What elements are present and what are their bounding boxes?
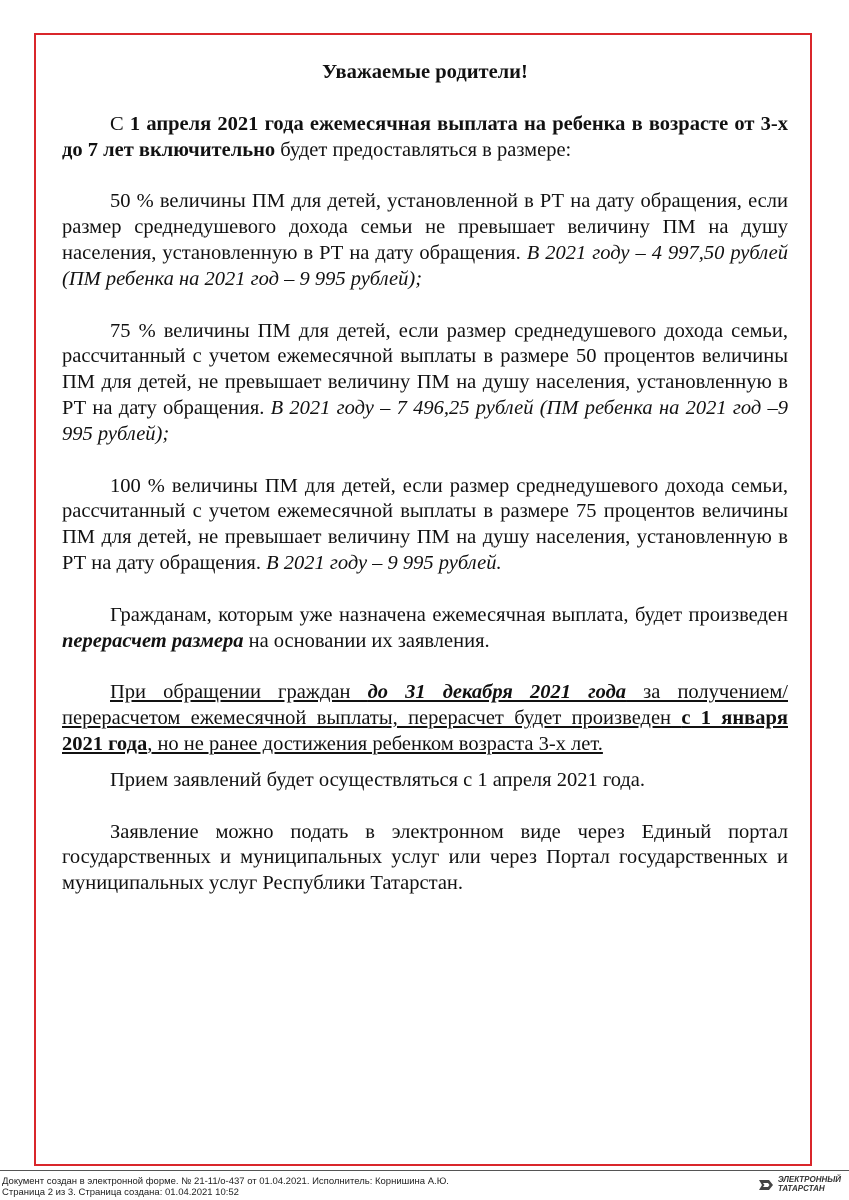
intro-bold-text: 1 апреля 2021 года ежемесячная выплата на ребенка в возрасте от 3-х до 7 лет включительно (62, 112, 788, 161)
paragraph-intro (62, 112, 788, 164)
letter-body (62, 60, 788, 923)
deadline-bold-italic: до 31 декабря 2021 года (367, 681, 627, 704)
intro-text-a: С (110, 112, 130, 135)
deadline-text-c: за получением/перерасчетом ежемесячной выплаты, перерасчет будет произведен (62, 681, 788, 730)
paragraph-deadline (62, 680, 788, 757)
footer-line-2: Страница 2 из 3. Страница создана: 01.04.2021 10:52 (2, 1187, 239, 1198)
p100-text: 100 % величины ПМ для детей, если размер среднедушевого дохода семьи, рассчитанный с учетом ежемесячной выплаты в размере 75 процентов величины ПМ для детей, не превышает величину ПМ на душу населения, установленную в РТ на дату обращения. (62, 474, 788, 574)
recalc-text-a: Гражданам, которым уже назначена ежемесячная выплата, будет произведен (110, 603, 788, 626)
footer-line-1: Документ создан в электронной форме. № 21-11/о-437 от 01.04.2021. Исполнитель: Корнишина А.Ю. (2, 1176, 449, 1187)
recalc-text-c: на основании их заявления. (243, 629, 490, 652)
deadline-text-a: При обращении граждан (110, 681, 368, 704)
document-footer (2, 1176, 449, 1198)
logo-icon (757, 1178, 775, 1192)
paragraph-100-percent (62, 474, 788, 577)
recalc-bold-italic: перерасчет размера (62, 629, 244, 652)
logo-text-line-1: ЭЛЕКТРОННЫЙ (777, 1175, 841, 1184)
letter-title: Уважаемые родители! (322, 61, 528, 83)
paragraph-applications-start: Прием заявлений будет осуществляться с 1 апреля 2021 года. (110, 768, 646, 791)
p75-text: 75 % величины ПМ для детей, если размер среднедушевого дохода семьи, рассчитанный с учетом ежемесячной выплаты в размере 50 процентов величины ПМ для детей, не превышает величину ПМ на душу населения, установленную в РТ на дату обращения. (62, 319, 788, 419)
deadline-text-d: , но не ранее достижения ребенком возраста 3-х лет. (147, 732, 603, 755)
paragraph-recalculation (62, 603, 788, 655)
deadline-bold: с 1 января 2021 года (62, 707, 788, 755)
footer-divider (0, 1170, 849, 1171)
p75-italic: В 2021 году – 7 496,25 рублей (ПМ ребенка на 2021 год –9 995 рублей); (62, 396, 788, 445)
paragraph-50-percent (62, 189, 788, 292)
logo-text (778, 1176, 841, 1193)
intro-text-c: будет предоставляться в размере: (275, 138, 572, 161)
p100-italic: В 2021 году – 9 995 рублей. (266, 551, 502, 574)
paragraph-portal: Заявление можно подать в электронном виде через Единый портал государственных и муниципальных услуг или через Портал государственных и муниципальных услуг Республики Татарстан. (62, 820, 788, 895)
electronic-tatarstan-logo (757, 1176, 841, 1193)
logo-text-line-2: ТАТАРСТАН (777, 1183, 825, 1193)
p50-italic: В 2021 году – 4 997,50 рублей (ПМ ребенка на 2021 год – 9 995 рублей); (62, 241, 789, 290)
paragraph-75-percent (62, 319, 788, 448)
p50-text: 50 % величины ПМ для детей, установленной в РТ на дату обращения, если размер среднедушевого дохода семьи не превышает величину ПМ на душу населения, установленную в РТ на дату обращения. (62, 190, 788, 264)
